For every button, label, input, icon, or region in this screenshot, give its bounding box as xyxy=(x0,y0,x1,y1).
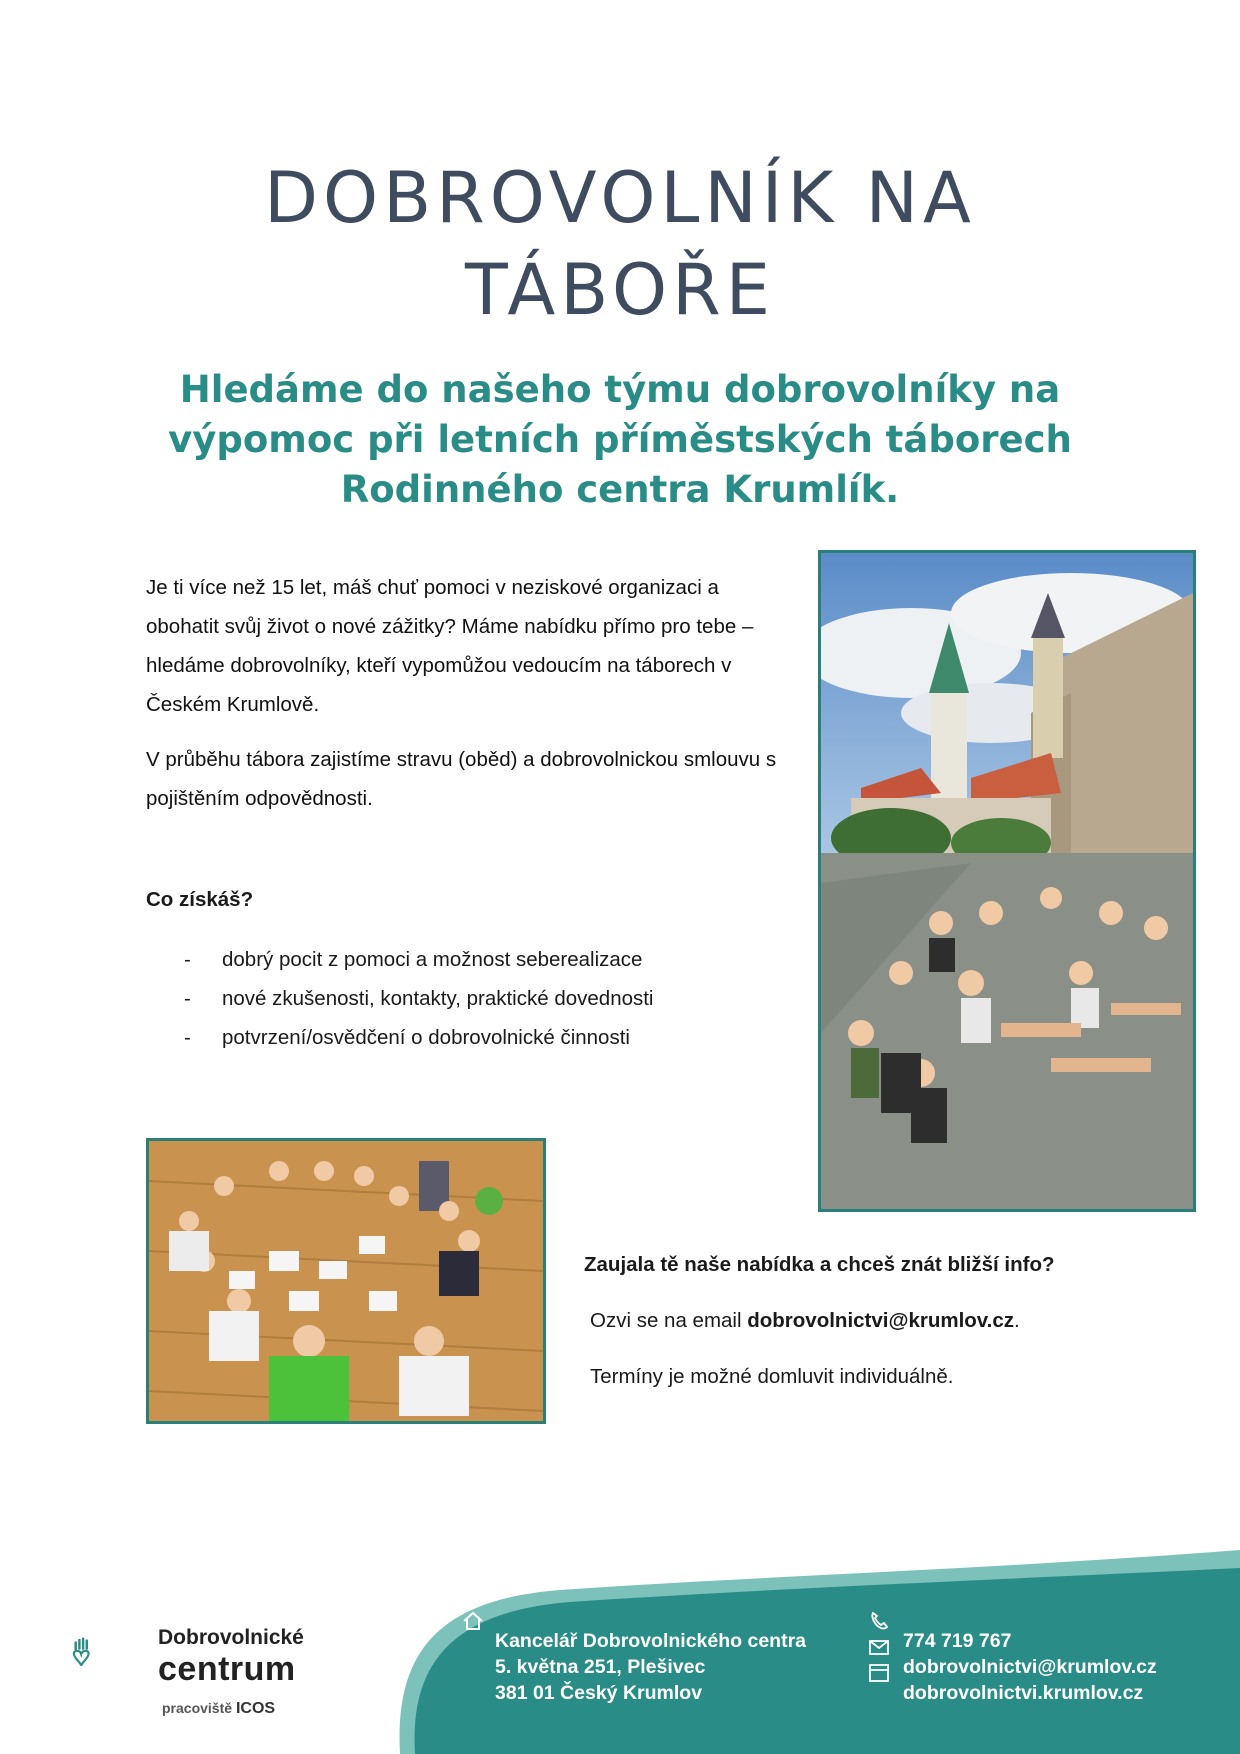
footer-phone[interactable]: 774 719 767 xyxy=(903,1630,1012,1652)
page-title xyxy=(0,152,1240,336)
list-item xyxy=(146,940,654,979)
logo-sub-brand: ICOS xyxy=(235,1700,276,1717)
logo-text-line-1: Dobrovolnické xyxy=(158,1626,304,1649)
benefits-list xyxy=(146,940,654,1057)
bullet-dash: - xyxy=(184,1026,191,1049)
logo-text-line-2: centrum xyxy=(158,1650,296,1688)
bullet-dash: - xyxy=(184,987,191,1010)
footer-address xyxy=(495,1628,806,1706)
list-item xyxy=(146,979,654,1018)
subtitle xyxy=(150,365,1090,515)
title-line-1: DOBROVOLNÍK NA xyxy=(264,157,976,239)
mail-icon xyxy=(868,1636,890,1658)
footer-email[interactable]: dobrovolnictvi@krumlov.cz xyxy=(903,1656,1157,1678)
bullet-dash: - xyxy=(184,948,191,971)
contact-email-link[interactable]: dobrovolnictvi@krumlov.cz xyxy=(747,1309,1015,1332)
logo-sub-prefix: pracoviště xyxy=(162,1700,233,1716)
footer-contacts xyxy=(903,1628,1157,1706)
benefit-text: nové zkušenosti, kontakty, praktické dovednosti xyxy=(222,987,654,1010)
benefit-text: dobrý pocit z pomoci a možnost seberealizace xyxy=(222,948,643,971)
list-item xyxy=(146,1018,654,1057)
intro-paragraph-1: Je ti více než 15 let, máš chuť pomoci v neziskové organizaci a obohatit svůj život o nové zážitky? Máme nabídku přímo pro tebe – hledáme dobrovolníky, kteří vypomůžou vedoucím na táborech v Českém Krumlově. xyxy=(146,576,754,716)
address-line-1: Kancelář Dobrovolnického centra xyxy=(495,1630,807,1652)
benefits-heading: Co získáš? xyxy=(146,888,254,911)
photo-children-floor xyxy=(146,1138,546,1424)
photo-town-group xyxy=(818,550,1196,1212)
logo-subtitle xyxy=(162,1700,275,1718)
photo-town-group-illustration xyxy=(821,553,1193,1209)
web-icon xyxy=(868,1662,890,1684)
hand-heart-logo-icon xyxy=(72,1606,152,1706)
subtitle-line-2: výpomoc při letních příměstských táborech xyxy=(168,418,1072,461)
photo-children-illustration xyxy=(149,1141,543,1421)
intro-paragraph-2: V průběhu tábora zajistíme stravu (oběd) a dobrovolnickou smlouvu s pojištěním odpovědnosti. xyxy=(146,748,777,810)
address-line-2: 5. května 251, Plešivec xyxy=(495,1656,706,1678)
contact-email-line xyxy=(590,1306,1020,1336)
subtitle-line-3: Rodinného centra Krumlík. xyxy=(340,468,900,511)
contact-terms: Termíny je možné domluvit individuálně. xyxy=(590,1365,954,1388)
subtitle-line-1: Hledáme do našeho týmu dobrovolníky na xyxy=(179,368,1061,411)
address-line-3: 381 01 Český Krumlov xyxy=(495,1682,703,1704)
footer-web[interactable]: dobrovolnictvi.krumlov.cz xyxy=(903,1682,1144,1704)
phone-icon xyxy=(868,1610,890,1632)
title-line-2: TÁBOŘE xyxy=(465,249,775,331)
contact-email-prefix: Ozvi se na email xyxy=(590,1309,748,1332)
contact-question: Zaujala tě naše nabídka a chceš znát bližší info? xyxy=(584,1253,1055,1276)
home-icon xyxy=(462,1610,484,1632)
benefit-text: potvrzení/osvědčení o dobrovolnické činnosti xyxy=(222,1026,630,1049)
contact-email-suffix: . xyxy=(1014,1309,1020,1332)
